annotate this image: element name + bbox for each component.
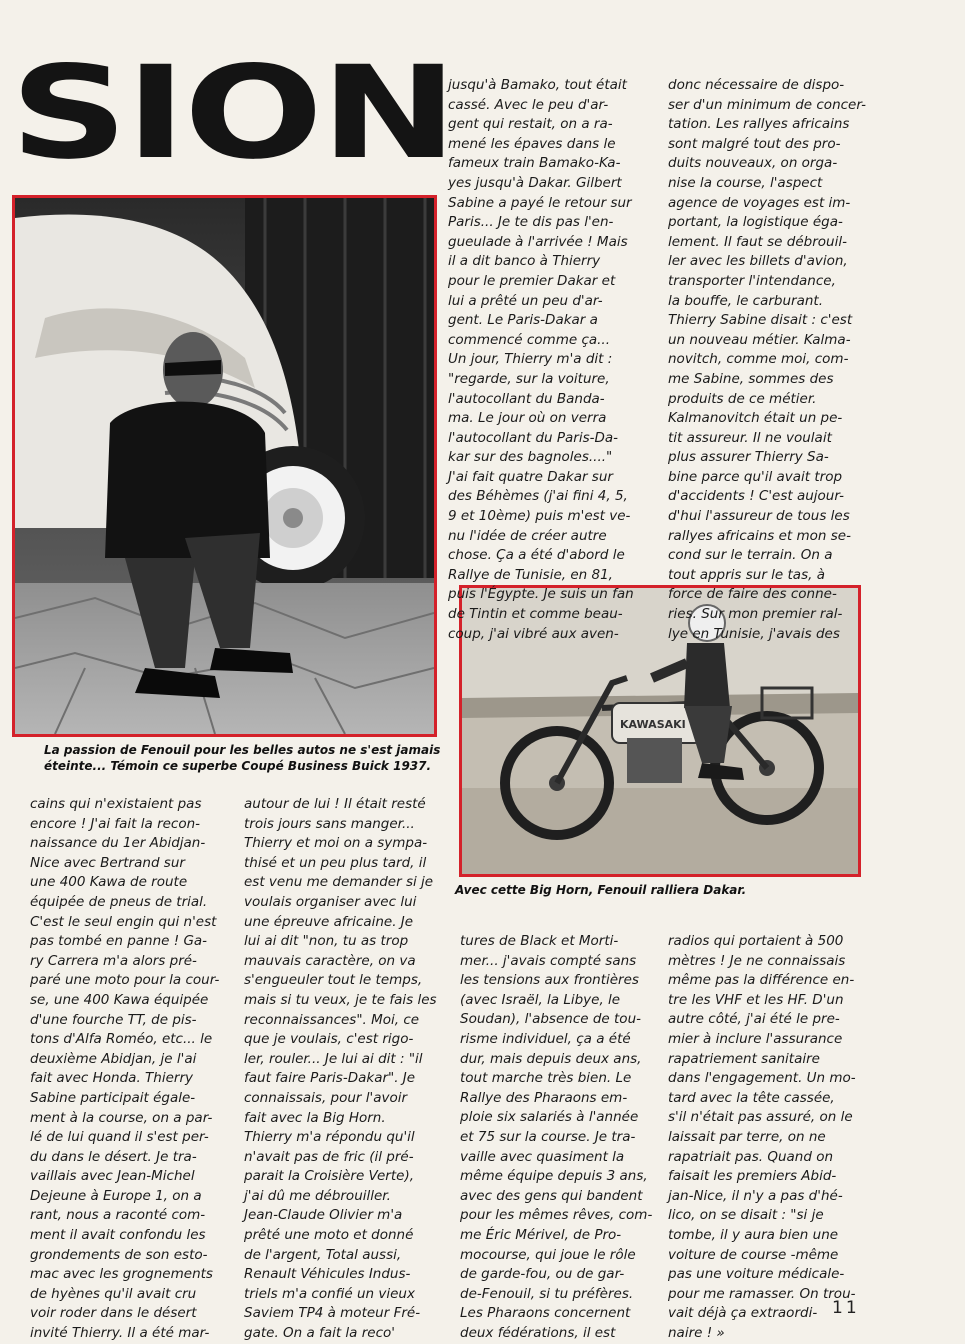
article-column-5: tures de Black et Morti- mer... j'avais compté sans les tensions aux frontières (avec Israël, la Libye, le Soudan), l'absence de tou- risme individuel, ça a été dur, mais depuis deux ans, tout marche très bien. Le Rallye des Pharaons em- ploie six salariés à l'année et 75 sur la course. Je tra- vaille avec quasiment la même équipe depuis 3 ans, avec des gens qui bandent pour les mêmes rêves, com- me Éric Mérivel, de Pro- mocourse, qui joue le rôle de garde-fou, ou de gar- de-Fenouil, si tu préfères. Les Pharaons concernent deux fédérations, il est (460, 933, 653, 1341)
article-column-2: donc nécessaire de dispo- ser d'un minimum de concer- tation. Les rallyes africains sont malgré tout des pro- duits nouveaux, on orga- nise la course, l'aspect agence de voyages est im- portant, la logistique éga- lement. Il faut se débrouil- ler avec les billets d'avion, transporter l'intendance, la bouffe, le carburant. Thierry Sabine disait : c'est un nouveau métier. Kalma- novitch, comme moi, com- me Sabine, sommes des produits de ce métier. Kalmanovitch était un pe- tit assureur. Il ne voulait plus assurer Thierry Sa- bine parce qu'il avait trop d'accidents ! C'est aujour- d'hui l'assureur de tous les rallyes africains et mon se- cond sur le terrain. On a tout appris sur le tas, à force de faire des conne- ries. Sur mon premier ral- lye en Tunisie, j'avais des (668, 77, 867, 642)
article-column-1: jusqu'à Bamako, tout était cassé. Avec le peu d'ar- gent qui restait, on a ra- mené les épaves dans le fameux train Bamako-Ka- yes jusqu'à Dakar. Gilbert Sabine a payé le retour sur Paris... Je te dis pas l'en- gueulade à l'arrivée ! Mais il a dit banco à Thierry pour le premier Dakar et lui a prêté un peu d'ar- gent. Le Paris-Dakar a commencé comme ça... Un jour, Thierry m'a dit : "regarde, sur la voiture, l'autocollant du Banda- ma. Le jour où on verra l'autocollant du Paris-Da- kar sur des bagnoles...." J'ai fait quatre Dakar sur des Béhèmes (j'ai fini 4, 5, 9 et 10ème) puis m'est ve- nu l'idée de créer autre chose. Ça a été d'abord le Rallye de Tunisie, en 81, puis l'Égypte. Je suis un fan de Tintin et comme beau- coup, j'ai vibré aux aven- (448, 77, 634, 642)
article-column-3: cains qui n'existaient pas encore ! J'ai fait la recon- naissance du 1er Abidjan- Nice avec Bertrand sur une 400 Kawa de route équipée de pneus de trial. C'est le seul engin qui n'est pas tombé en panne ! Ga- ry Carrera m'a alors pré- paré une moto pour la cour- se, une 400 Kawa équipée d'une fourche TT, de pis- tons d'Alfa Roméo, etc... le deuxième Abidjan, je l'ai fait avec Honda. Thierry Sabine participait égale- ment à la course, on a par- lé de lui quand il s'est per- du dans le désert. Je tra- vaillais avec Jean-Michel Dejeune à Europe 1, on a rant, nous a raconté com- ment il avait confondu les grondements de son esto- mac avec les grognements de hyènes qu'il avait cru voir roder dans le désert invité Thierry. Il a été mar- (30, 796, 220, 1342)
photo-caption-car: La passion de Fenouil pour les belles autos ne s'est jamais éteinte... Témoin ce superbe Coupé Business Buick 1937. (44, 743, 441, 773)
bike-brand-label: KAWASAKI (620, 718, 686, 731)
article-headline: SION (10, 39, 456, 188)
article-column-6: radios qui portaient à 500 mètres ! Je ne connaissais même pas la différence en- tre les VHF et les HF. D'un autre côté, j'ai été le pre- mier à inclure l'assurance rapatriement sanitaire dans l'engagement. Un mo- tard avec la tête cassée, s'il n'était pas assuré, on le laissait par terre, on ne rapatriait pas. Quand on faisait les premiers Abid- jan-Nice, il n'y a pas d'hé- lico, on se disait : "si je tombe, il y aura bien une voiture de course -même pas une voiture médicale- pour me ramasser. On trou- vait déjà ça extraordi- naire ! » (668, 933, 856, 1341)
vintage-car-photo (12, 195, 437, 737)
man-with-vintage-car-photo (15, 198, 434, 734)
article-column-4: autour de lui ! Il était resté trois jours sans manger... Thierry et moi on a sympa- thisé et un peu plus tard, il est venu me demander si je voulais organiser avec lui une épreuve africaine. Je lui ai dit "non, tu as trop mauvais caractère, on va s'engueuler tout le temps, mais si tu veux, je te fais les reconnaissances". Moi, ce que je voulais, c'est rigo- ler, rouler... Je lui ai dit : "il faut faire Paris-Dakar". Je connaissais, pour l'avoir fait avec la Big Horn. Thierry m'a répondu qu'il n'avait pas de fric (il pré- parait la Croisière Verte), j'ai dû me débrouiller. Jean-Claude Olivier m'a prêté une moto et donné de l'argent, Total aussi, Renault Véhicules Indus- triels m'a confié un vieux Saviem TP4 à moteur Fré- gate. On a fait la reco' (244, 796, 437, 1342)
page-number: 11 (832, 1298, 860, 1318)
photo-caption-motorcycle: Avec cette Big Horn, Fenouil ralliera Dakar. (455, 883, 747, 897)
